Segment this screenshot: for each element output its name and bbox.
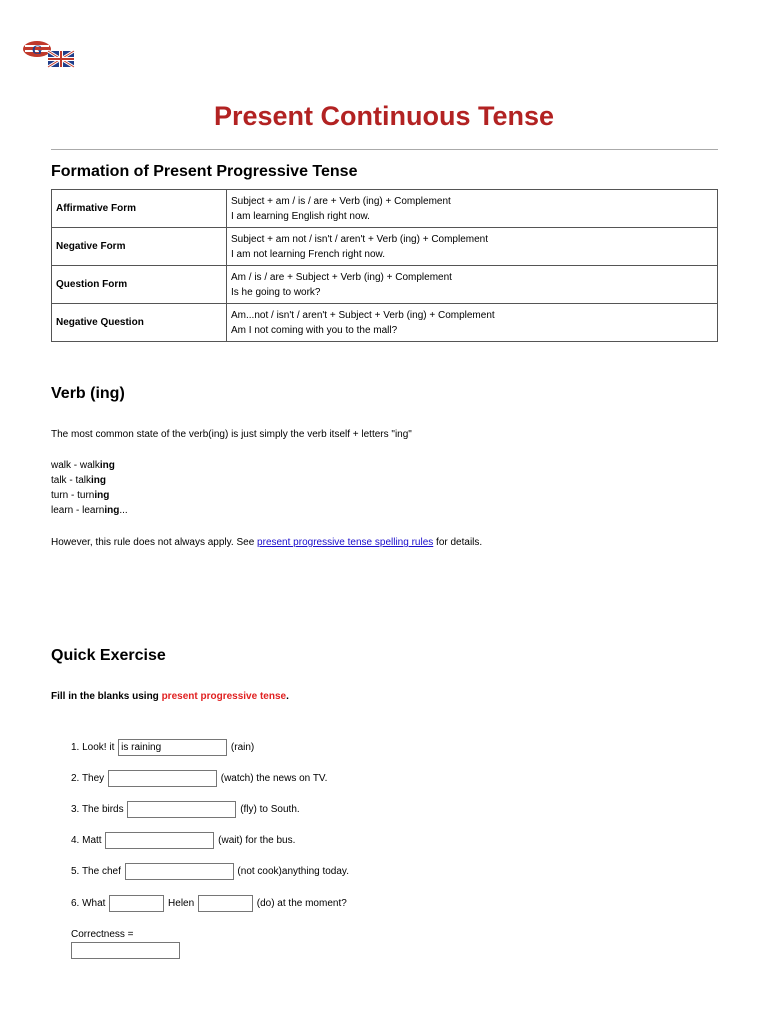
form-name-cell: Affirmative Form	[52, 190, 227, 228]
verb-examples-list	[51, 458, 128, 518]
answer-input-1[interactable]	[118, 739, 227, 756]
tense-highlight: present progressive tense	[161, 691, 287, 702]
form-name-cell: Negative Question	[52, 304, 227, 342]
question-3: 3. The birds (fly) to South.	[71, 801, 300, 818]
form-example: I am not learning French right now.	[231, 248, 385, 260]
table-row	[52, 190, 718, 228]
svg-text:G: G	[31, 42, 43, 57]
verb-ing-intro: The most common state of the verb(ing) is just simply the verb itself + letters "ing"	[51, 429, 412, 440]
question-1: 1. Look! it is raining (rain)	[71, 739, 254, 756]
list-item: turn - turning	[51, 490, 110, 501]
question-6: 6. What Helen (do) at the moment?	[71, 895, 347, 912]
table-row	[52, 304, 718, 342]
answer-input-5[interactable]	[125, 863, 234, 880]
exercise-heading: Quick Exercise	[51, 647, 166, 664]
question-4: 4. Matt (wait) for the bus.	[71, 832, 295, 849]
form-pattern: Am / is / are + Subject + Verb (ing) + Complement	[231, 271, 452, 283]
formation-heading: Formation of Present Progressive Tense	[51, 163, 358, 180]
form-desc-cell	[227, 228, 718, 266]
list-item: talk - talking	[51, 475, 107, 486]
answer-input-3[interactable]	[127, 801, 236, 818]
form-pattern: Am...not / isn't / aren't + Subject + Verb (ing) + Complement	[231, 309, 495, 321]
list-item: learn - learning...	[51, 505, 128, 516]
list-item: walk - walking	[51, 460, 115, 471]
formation-table	[51, 189, 718, 342]
form-pattern: Subject + am / is / are + Verb (ing) + Complement	[231, 195, 451, 207]
title-divider	[51, 149, 718, 150]
question-2: 2. They (watch) the news on TV.	[71, 770, 327, 787]
exercise-instructions: Fill in the blanks using present progressive tense.	[51, 691, 289, 702]
spelling-rules-link[interactable]: present progressive tense spelling rules	[257, 537, 434, 548]
form-name-cell: Negative Form	[52, 228, 227, 266]
form-example: Am I not coming with you to the mall?	[231, 324, 398, 336]
verb-ing-heading: Verb (ing)	[51, 385, 125, 402]
table-row	[52, 228, 718, 266]
site-logo-icon	[22, 40, 76, 68]
form-example: I am learning English right now.	[231, 210, 370, 222]
answer-input-4[interactable]	[105, 832, 214, 849]
form-desc-cell	[227, 190, 718, 228]
answer-input-6a[interactable]	[109, 895, 164, 912]
page-title: Present Continuous Tense	[213, 101, 555, 131]
form-desc-cell	[227, 266, 718, 304]
answer-input-2[interactable]	[108, 770, 217, 787]
correctness-label: Correctness =	[71, 929, 134, 940]
spelling-note: However, this rule does not always apply. See present progressive tense spelling rules for details.	[51, 537, 483, 548]
answer-input-6b[interactable]	[198, 895, 253, 912]
form-desc-cell	[227, 304, 718, 342]
table-row	[52, 266, 718, 304]
form-name-cell: Question Form	[52, 266, 227, 304]
form-example: Is he going to work?	[231, 286, 321, 298]
correctness-field[interactable]	[71, 942, 180, 959]
question-5: 5. The chef (not cook)anything today.	[71, 863, 349, 880]
form-pattern: Subject + am not / isn't / aren't + Verb (ing) + Complement	[231, 233, 489, 245]
